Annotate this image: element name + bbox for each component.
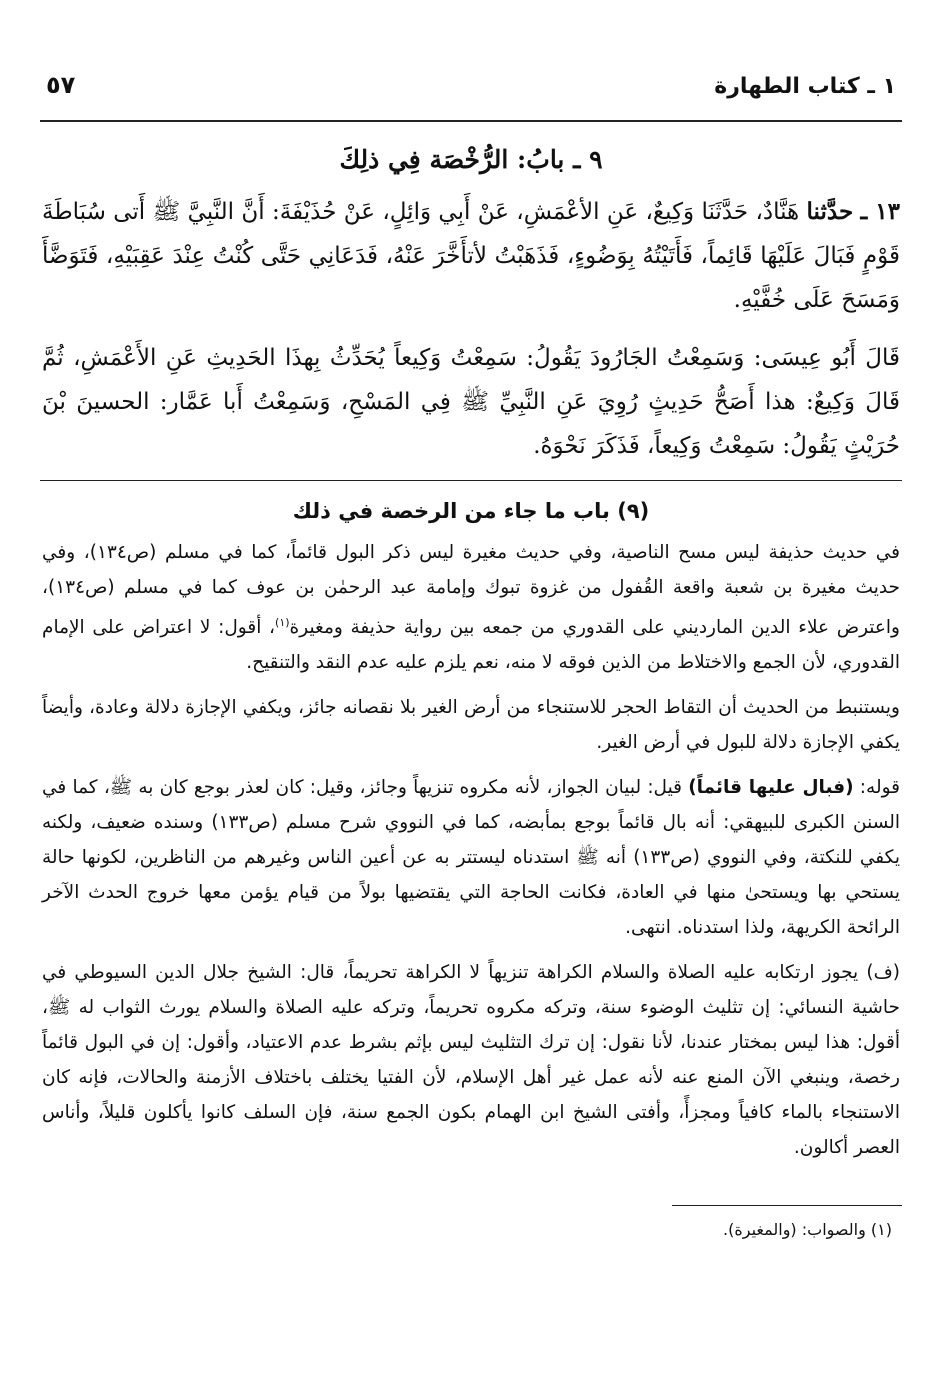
commentary-title: (٩) باب ما جاء من الرخصة في ذلك <box>292 499 650 523</box>
commentary-paragraph-2: ويستنبط من الحديث أن التقاط الحجر للاستنجاء من أرض الغير بلا نقصانه جائز، ويكفي الإجازة دلالة وعادة، وأيضاً يكفي الإجازة دلالة للبول في أرض الغير. <box>42 697 900 754</box>
footnote: (١) والصواب: (والمغيرة). <box>723 1220 892 1240</box>
commentary-paragraph-1 <box>40 535 902 680</box>
commentary-p1-rest: ، أقول: لا اعتراض على الإمام القدوري، لأن الجمع والاختلاط من الذين فوقه لا منه، نعم يلزم عليه عدم النقد والتنقيح. <box>42 617 900 674</box>
header-rule <box>40 120 902 122</box>
running-head <box>40 60 902 110</box>
commentary-p3-prefix: قوله: <box>853 777 900 799</box>
hadith-lead: حدَّثنا <box>806 198 854 225</box>
hadith-text <box>40 190 902 322</box>
footnote-rule <box>672 1205 902 1206</box>
hadith-number: ١٣ ـ <box>860 198 901 225</box>
hadith-note: قَالَ أَبُو عِيسَى: وَسَمِعْتُ الجَارُودَ يَقُولُ: سَمِعْتُ وَكِيعاً يُحَدِّثُ بِهذَا الحَدِيثِ عَنِ الأَعْمَشِ، ثُمَّ قَالَ وَكِيعٌ: هذا أَصَحُّ حَدِيثٍ رُوِيَ عَنِ النَّبِيِّ ﷺ فِي المَسْحِ، وَسَمِعْتُ أَبا عَمَّار: الحسينَ بْنَ حُرَيْثٍ يَقُولُ: سَمِعْتُ وَكِيعاً، فَذَكَرَ نَحْوَهُ. <box>42 345 900 459</box>
commentary-rule <box>40 480 902 481</box>
page-number: ٥٧ <box>46 71 76 99</box>
chapter-title: ١ ـ كتاب الطهارة <box>714 74 896 99</box>
commentary-p3-keyword: (فبال عليها قائماً) <box>688 777 854 799</box>
footnote-marker[interactable]: (١) <box>275 616 290 629</box>
commentary-p1-text: في حديث حذيفة ليس مسح الناصية، وفي حديث مغيرة ليس ذكر البول قائماً، كما في مسلم (ص١٣٤)، وفي حديث مغيرة بن شعبة واقعة القُفول من غزوة تبوك وإمامة عبد الرحمٰن بن عوف كما في مسلم (ص١٣٤)، واعترض علاء الدين المارديني على القدوري من جمعه بين رواية حذيفة ومغيرة <box>42 542 900 639</box>
bab-title: ٩ ـ بابُ: الرُّخْصَة فِي ذلِكَ <box>339 145 603 174</box>
commentary-paragraph-4: (ف) يجوز ارتكابه عليه الصلاة والسلام الكراهة تنزيهاً لا الكراهة تحريماً، قال: الشيخ جلال الدين السيوطي في حاشية النسائي: إن تثليث الوضوء سنة، وتركه مكروه تحريماً، وتركه عليه الصلاة والسلام يورث الثواب له ﷺ، أقول: هذا ليس بمختار عندنا، لأنا نقول: إن ترك التثليث ليس بإثم بشرط عدم الاعتياد، وأقول: إن في البول قائماً رخصة، وينبغي الآن المنع عنه لأنه عمل غير أهل الإسلام، لأن الفتيا يختلف باختلاف الأزمنة والحالات، فإنه كان الاستنجاء بالماء كافياً ومجزأً، وأفتى الشيخ ابن الهمام بكون الجمع سنة، فإن السلف كانوا يأكلون قليلاً، وأناس العصر أكالون. <box>42 962 900 1159</box>
commentary-p3-text: قيل: لبيان الجواز، لأنه مكروه تنزيهاً وجائز، وقيل: كان لعذر بوجع كان به ﷺ، كما في السنن الكبرى للبيهقي: أنه بال قائماً بوجع بمأبضه، كما في النووي شرح مسلم (ص١٣٣) وسنده ضعيف، ولكنه يكفي للنكتة، وفي النووي (ص١٣٣) أنه ﷺ استدناه ليستتر به عن أعين الناس وغيرهم من الناظرين، لكونها حالة يستحي بها ويستحىٰ منها في العادة، فكانت الحاجة التي يقتضيها بولاً من قيام يؤمن معها خروج الحدث الآخر الرائحة الكريهة، ولذا استدناه. انتهى. <box>42 777 901 939</box>
commentary-paragraph-3 <box>40 770 902 945</box>
book-page <box>40 60 902 1244</box>
hadith-body: هَنَّادٌ، حَدَّثَنَا وَكِيعٌ، عَنِ الأعْمَشِ، عَنْ أَبِي وَائِلٍ، عَنْ حُذَيْفَةَ: أَنَّ النَّبِيَّ ﷺ أَتى سُبَاطَةَ قَوْمٍ فَبَالَ عَلَيْهَا قَائِماً، فَأَتَيْتُهُ بِوَضُوءٍ، فَذَهَبْتُ لأتأَخَّرَ عَنْهُ، فَدَعَانِي حَتَّى كُنْتُ عِنْدَ عَقِبَيْهِ، فَتَوَضَّأَ وَمَسَحَ عَلَى خُفَّيْهِ. <box>42 199 900 313</box>
